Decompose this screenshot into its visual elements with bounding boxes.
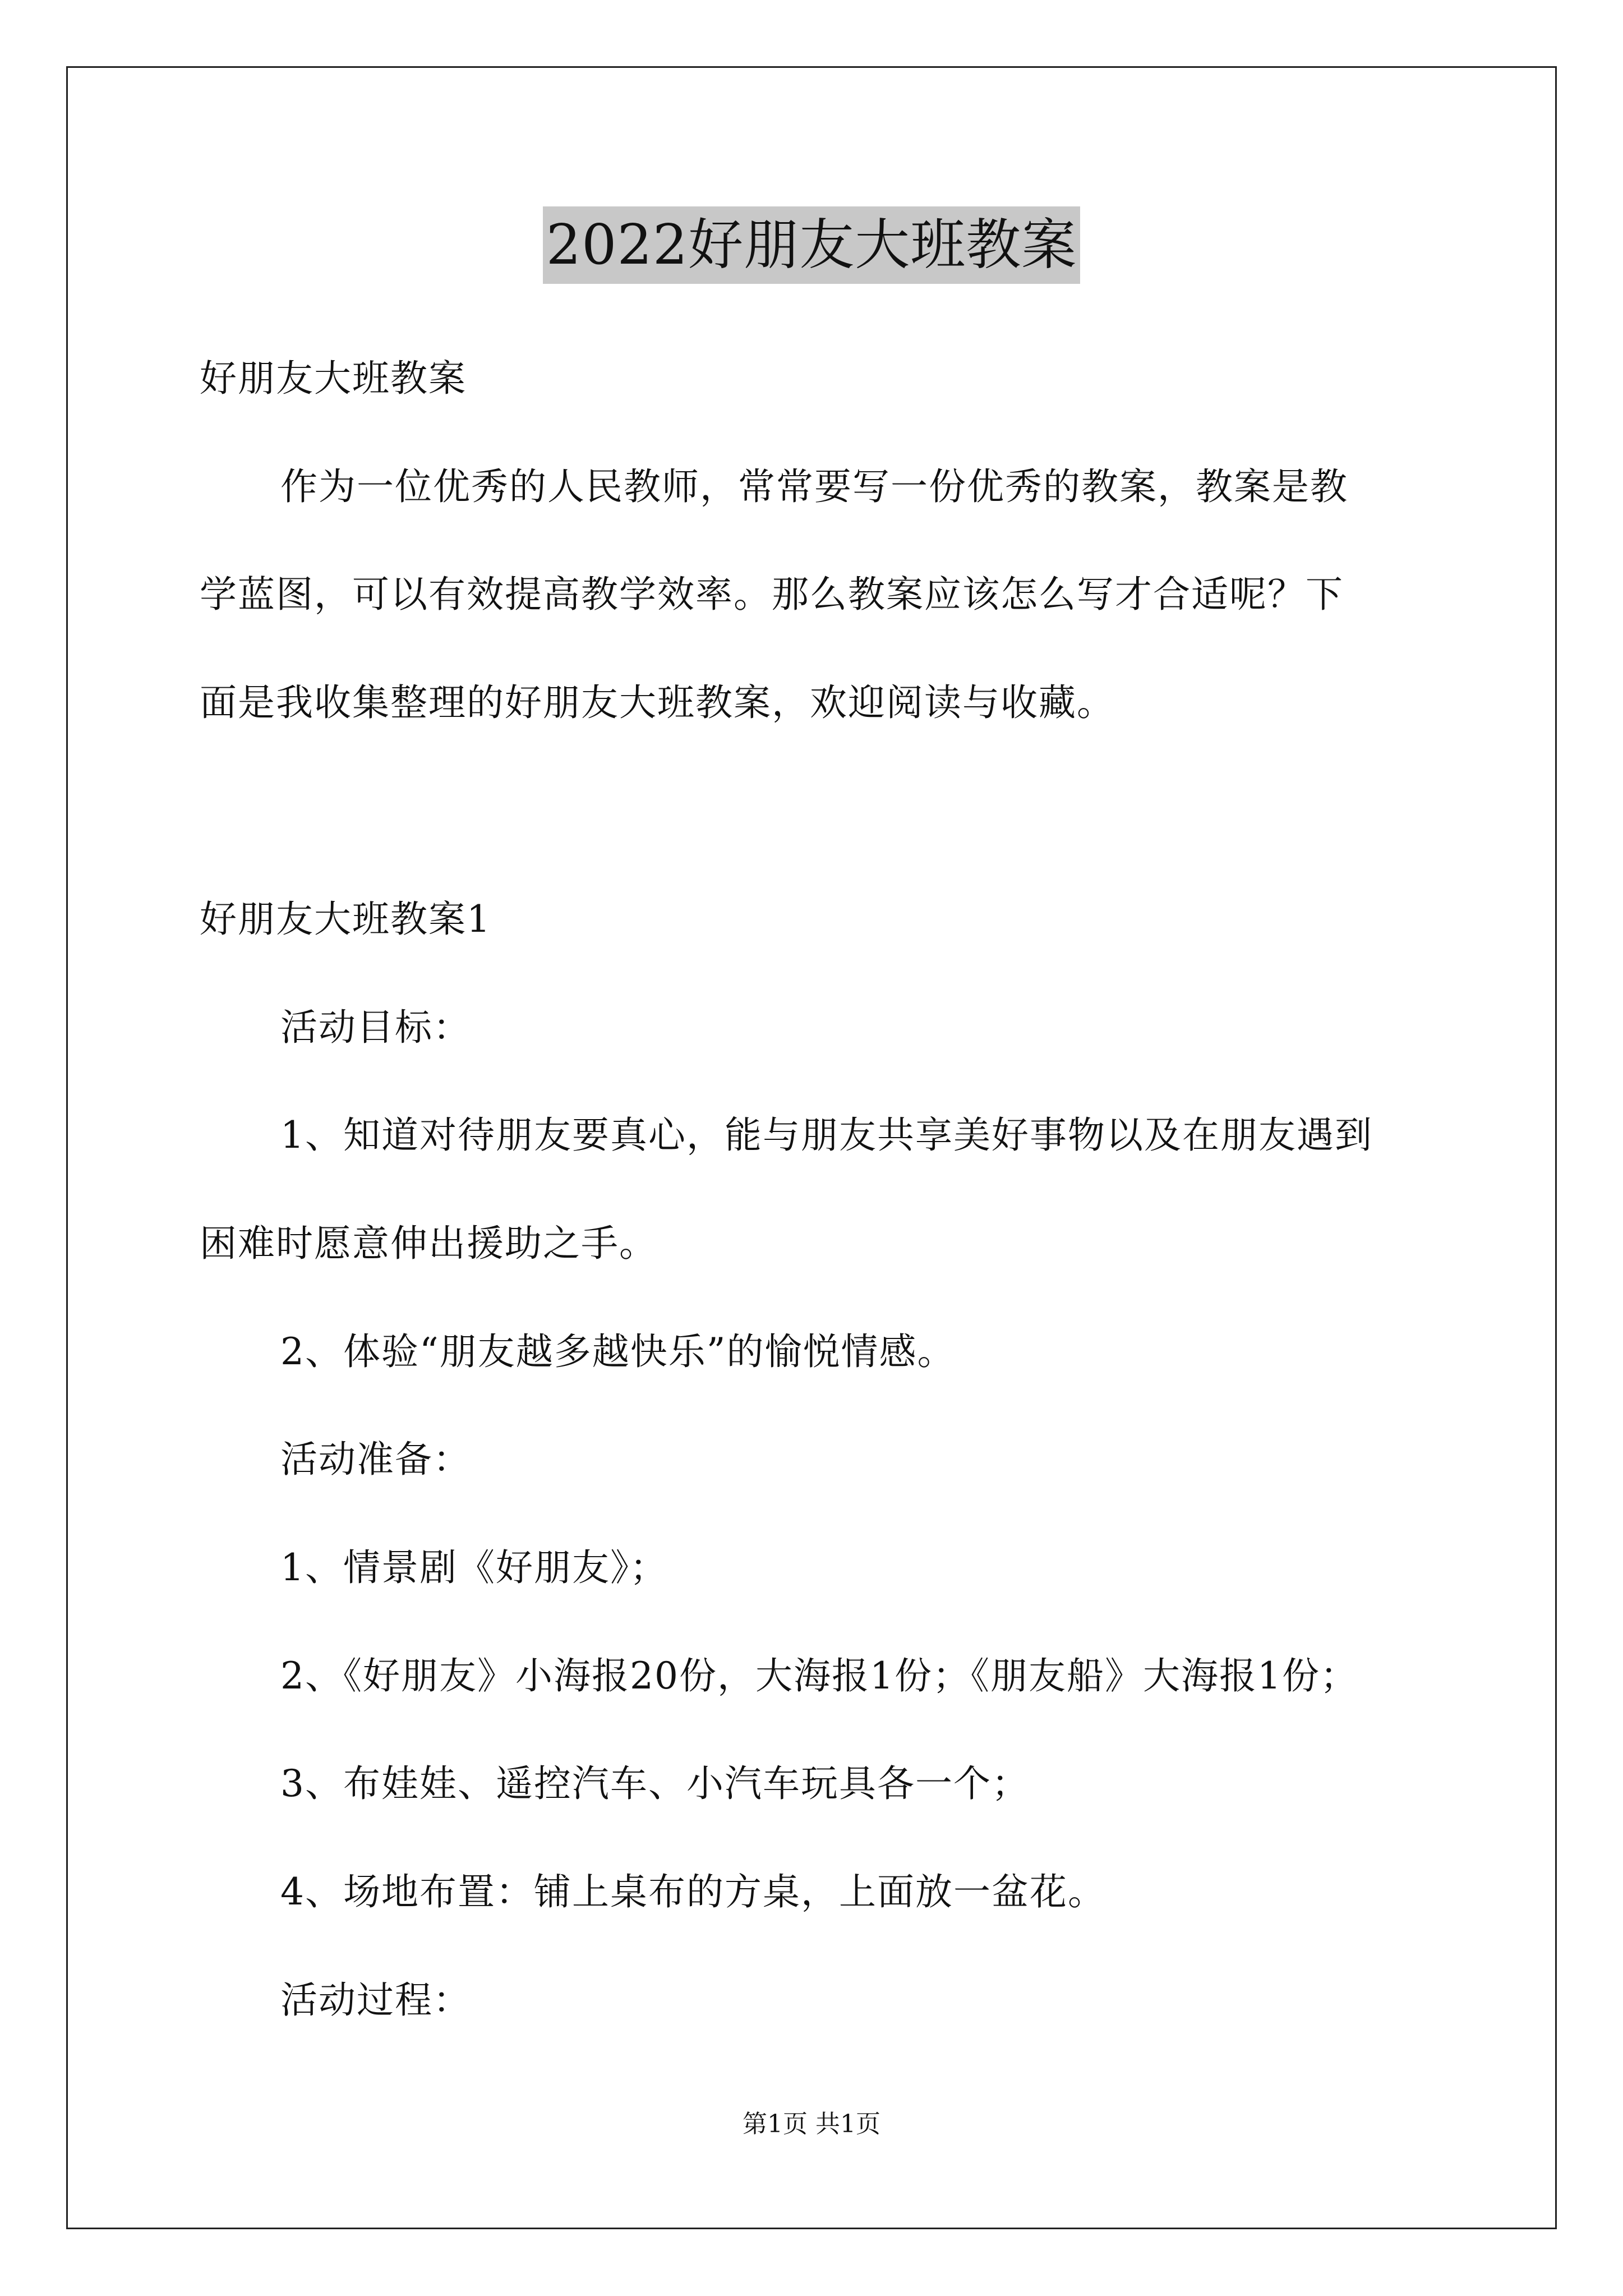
document-title: 2022好朋友大班教案 [543,206,1080,284]
list-item: 4、场地布置：铺上桌布的方桌，上面放一盆花。 [280,1870,1106,1913]
list-item: 1、知道对待朋友要真心，能与朋友共享美好事物以及在朋友遇到 [280,1114,1373,1157]
section-heading: 好朋友大班教案1 [200,898,491,941]
paragraph-line: 面是我收集整理的好朋友大班教案，欢迎阅读与收藏。 [200,681,1115,724]
subheading: 活动目标： [280,1006,471,1049]
title-container [0,206,1623,284]
page-footer: 第1页 共1页 [743,2110,880,2138]
list-item-continuation: 困难时愿意伸出援助之手。 [200,1222,657,1265]
paragraph-line: 学蓝图，可以有效提高教学效率。那么教案应该怎么写才合适呢？下 [200,573,1344,616]
list-item: 1、情景剧《好朋友》； [280,1546,668,1589]
list-item: 2、体验“朋友越多越快乐”的愉悦情感。 [280,1330,956,1373]
subheading: 活动过程： [280,1978,471,2022]
list-item: 2、《好朋友》小海报20份，大海报1份；《朋友船》大海报1份； [280,1654,1358,1697]
section-heading: 好朋友大班教案 [200,357,467,400]
list-item: 3、布娃娃、遥控汽车、小汽车玩具各一个； [280,1762,1030,1805]
paragraph-line: 作为一位优秀的人民教师，常常要写一份优秀的教案，教案是教 [280,465,1348,508]
subheading: 活动准备： [280,1438,471,1481]
